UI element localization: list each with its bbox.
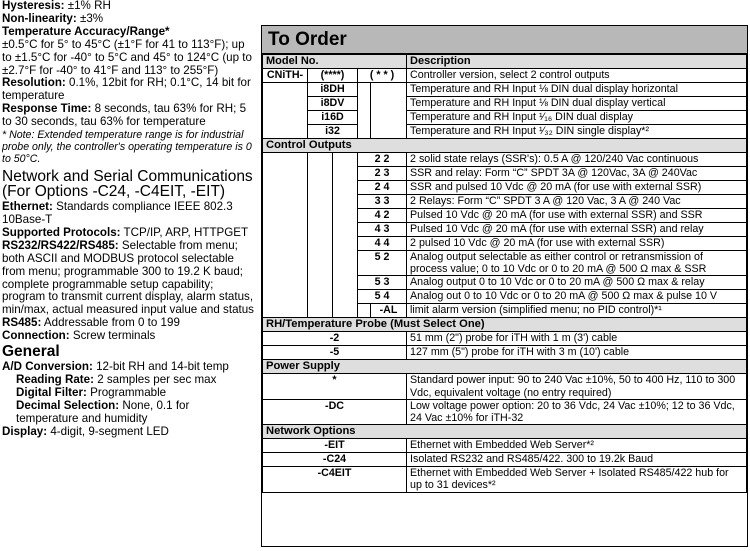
spec-value: Selectable from menu; both ASCII and MODBUS protocol selectable from menu; programmable 300 to 19.2 K baud; complete programmable setup capability; program to transmit current display, alarm status, min/max, actual measured input value and status xyxy=(2,238,254,317)
spec-label: Resolution: xyxy=(2,76,66,90)
header-model: Model No. xyxy=(263,55,407,69)
specifications-column xyxy=(2,0,254,551)
table-row-network xyxy=(263,453,747,467)
network-heading: Network and Serial Communications (For Options -C24, -C4EIT, -EIT) xyxy=(2,168,253,201)
table-header-row xyxy=(263,55,747,69)
spec-label: Ethernet: xyxy=(2,200,53,214)
table-row-version xyxy=(263,111,747,125)
option-code: -5 xyxy=(263,346,407,360)
option-code: 4 2 xyxy=(358,209,407,223)
section-control-outputs xyxy=(263,139,747,153)
general-heading: General xyxy=(2,343,60,361)
option-description: Standard power input: 90 to 240 Vac ±10%, 50 to 400 Hz, 110 to 300 Vdc, equivalent voltage (no entry required) xyxy=(407,374,747,399)
table-row-power xyxy=(263,374,747,399)
table-row-network xyxy=(263,439,747,453)
table-row-output xyxy=(263,237,747,251)
option-code: -AL xyxy=(371,304,407,318)
option-description: Temperature and RH Input ¹⁄₃₂ DIN single display*² xyxy=(407,125,747,139)
power-list xyxy=(263,374,747,425)
table-row-output xyxy=(263,167,747,181)
spec-value: 8 seconds, tau 63% for RH; 5 to 30 seconds, tau 63% for temperature xyxy=(2,102,247,129)
section-power xyxy=(263,360,747,374)
option-code: 5 2 xyxy=(358,251,407,276)
option-description: Low voltage power option: 20 to 36 Vdc, 24 Vac ±10%; 12 to 36 Vdc, 24 Vac ±10% for iTH-32 xyxy=(407,399,747,424)
table-row-version xyxy=(263,97,747,111)
option-description: Analog out 0 to 10 Vdc or 0 to 20 mA @ 500 Ω max & pulse 10 V xyxy=(407,290,747,304)
table-row-output xyxy=(263,251,747,276)
spec-label: Temperature Accuracy/Range* xyxy=(2,24,170,38)
option-code: 2 2 xyxy=(358,153,407,167)
table-row-output xyxy=(263,290,747,304)
option-code: -DC xyxy=(263,399,407,424)
section-title: Control Outputs xyxy=(263,139,747,153)
option-code: -EIT xyxy=(263,439,407,453)
table-row-network xyxy=(263,467,747,492)
header-description: Description xyxy=(407,55,747,69)
spec-response-time xyxy=(2,103,254,129)
option-description: Analog output selectable as either control or retransmission of process value; 0 to 10 Vdc or 0 to 20 mA @ 500 Ω max & SSR xyxy=(407,251,747,276)
table-row-output xyxy=(263,209,747,223)
option-description: SSR and relay: Form “C” SPDT 3A @ 120Vac, 3A @ 240Vac xyxy=(407,167,747,181)
spec-label: Non-linearity: xyxy=(2,11,77,25)
option-code: 4 4 xyxy=(358,237,407,251)
table-row-output xyxy=(263,195,747,209)
option-description: Pulsed 10 Vdc @ 20 mA (for use with external SSR) and SSR xyxy=(407,209,747,223)
order-table xyxy=(262,54,747,493)
table-row-version xyxy=(263,125,747,139)
option-description: Temperature and RH Input ⅛ DIN dual display horizontal xyxy=(407,83,747,97)
option-code: -C4EIT xyxy=(263,467,407,492)
option-code: * xyxy=(263,374,407,399)
option-description: Analog output 0 to 10 Vdc or 0 to 20 mA @ 500 Ω max & relay xyxy=(407,276,747,290)
option-code: 5 3 xyxy=(358,276,407,290)
option-code: 2 3 xyxy=(358,167,407,181)
option-description: Pulsed 10 Vdc @ 20 mA (for use with external SSR) and relay xyxy=(407,223,747,237)
spec-display xyxy=(2,426,254,439)
table-row-probe xyxy=(263,332,747,346)
spec-label: A/D Conversion: xyxy=(2,360,93,374)
outputs-list xyxy=(263,153,747,304)
option-code: i8DV xyxy=(308,97,358,111)
spec-value: 12-bit RH and 14-bit temp xyxy=(96,360,229,374)
option-description: SSR and pulsed 10 Vdc @ 20 mA (for use with external SSR) xyxy=(407,181,747,195)
spec-value: ±1% RH xyxy=(67,0,111,12)
section-network xyxy=(263,425,747,439)
spec-value: None, 0.1 for temperature and humidity xyxy=(16,398,190,425)
section-probe xyxy=(263,318,747,332)
option-description: 2 solid state relays (SSR's): 0.5 A @ 120/240 Vac continuous xyxy=(407,153,747,167)
spec-label: Supported Protocols: xyxy=(2,225,121,239)
spec-label: Hysteresis: xyxy=(2,0,65,12)
spec-value: 0.1%, 12bit for RH; 0.1°C, 14 bit for temperature xyxy=(2,76,251,103)
spec-value: Programmable xyxy=(90,385,167,399)
table-row-output xyxy=(263,223,747,237)
spec-value: ±3% xyxy=(79,11,104,25)
option-description: Temperature and RH Input ⅛ DIN dual display vertical xyxy=(407,97,747,111)
option-description: limit alarm version (simplified menu; no PID control)*¹ xyxy=(407,304,747,318)
option-code: i16D xyxy=(308,111,358,125)
spec-label: RS232/RS422/RS485: xyxy=(2,238,119,252)
spec-label: Connection: xyxy=(2,329,70,343)
option-description: Isolated RS232 and RS485/422. 300 to 19.2k Baud xyxy=(407,453,747,467)
option-description: 127 mm (5") probe for iTH with 3 m (10') cable xyxy=(407,346,747,360)
spec-decimal xyxy=(2,400,254,426)
spec-label: Decimal Selection: xyxy=(16,398,120,412)
spec-rs xyxy=(2,240,254,317)
spec-value: Addressable from 0 to 199 xyxy=(43,316,180,330)
option-code: 4 3 xyxy=(358,223,407,237)
option-code: -C24 xyxy=(263,453,407,467)
probes-list xyxy=(263,332,747,360)
model-description: Controller version, select 2 control outputs xyxy=(407,69,747,83)
table-row-output xyxy=(263,181,747,195)
spec-connection xyxy=(2,330,254,343)
section-title: RH/Temperature Probe (Must Select One) xyxy=(263,318,747,332)
option-code: -2 xyxy=(263,332,407,346)
spec-nonlinearity xyxy=(2,13,254,26)
temperature-note: * Note: Extended temperature range is for industrial probe only, the controller's operating temperature is 0 to 50°C. xyxy=(2,129,252,166)
option-code: i8DH xyxy=(308,83,358,97)
versions-list xyxy=(263,83,747,139)
table-row-al xyxy=(263,304,747,318)
option-description: Temperature and RH Input ¹⁄₁₆ DIN dual display xyxy=(407,111,747,125)
spec-resolution xyxy=(2,77,254,103)
spec-value: Standards compliance IEEE 802.3 10Base-T xyxy=(2,200,233,226)
spec-value: Screw terminals xyxy=(72,329,156,343)
option-code: 2 4 xyxy=(358,181,407,195)
spec-label: Reading Rate: xyxy=(16,372,94,386)
spec-value: 2 samples per sec max xyxy=(97,372,217,386)
spec-label: Display: xyxy=(2,424,48,438)
option-description: Ethernet with Embedded Web Server*² xyxy=(407,439,747,453)
spec-label: Digital Filter: xyxy=(16,385,87,399)
order-box xyxy=(261,25,748,547)
option-description: 51 mm (2") probe for iTH with 1 m (3') cable xyxy=(407,332,747,346)
section-title: Network Options xyxy=(263,425,747,439)
table-row-output xyxy=(263,153,747,167)
order-title: To Order xyxy=(262,26,747,54)
section-title: Power Supply xyxy=(263,360,747,374)
spec-label: Response Time: xyxy=(2,102,92,116)
option-code: i32 xyxy=(308,125,358,139)
table-row-probe xyxy=(263,346,747,360)
option-description: Ethernet with Embedded Web Server + Isolated RS485/422 hub for up to 31 devices*² xyxy=(407,467,747,492)
spec-label: RS485: xyxy=(2,316,42,330)
table-row-power xyxy=(263,399,747,424)
spec-ethernet xyxy=(2,201,254,227)
spec-value: ±0.5°C for 5° to 45°C (±1°F for 41 to 113°F); up to ±1.5°C for -40° to 5°C and 45° to 124°C (up to ±2.7°F for -40° to 41°F and 113° to 255°F) xyxy=(2,37,252,77)
model-placeholder-outputs: ( * * ) xyxy=(358,69,407,83)
model-row xyxy=(263,69,747,83)
option-description: 2 pulsed 10 Vdc @ 20 mA (for use with external SSR) xyxy=(407,237,747,251)
option-code: 5 4 xyxy=(358,290,407,304)
spec-value: TCP/IP, ARP, HTTPGET xyxy=(123,225,249,239)
table-row-output xyxy=(263,276,747,290)
table-row-version xyxy=(263,83,747,97)
spec-value: 4-digit, 9-segment LED xyxy=(50,424,169,438)
option-description: 2 Relays: Form “C” SPDT 3 A @ 120 Vac, 3 A @ 240 Vac xyxy=(407,195,747,209)
option-code: 3 3 xyxy=(358,195,407,209)
network-list xyxy=(263,439,747,492)
model-prefix: CNiTH- xyxy=(263,69,308,83)
model-placeholder-version: (****) xyxy=(308,69,358,83)
